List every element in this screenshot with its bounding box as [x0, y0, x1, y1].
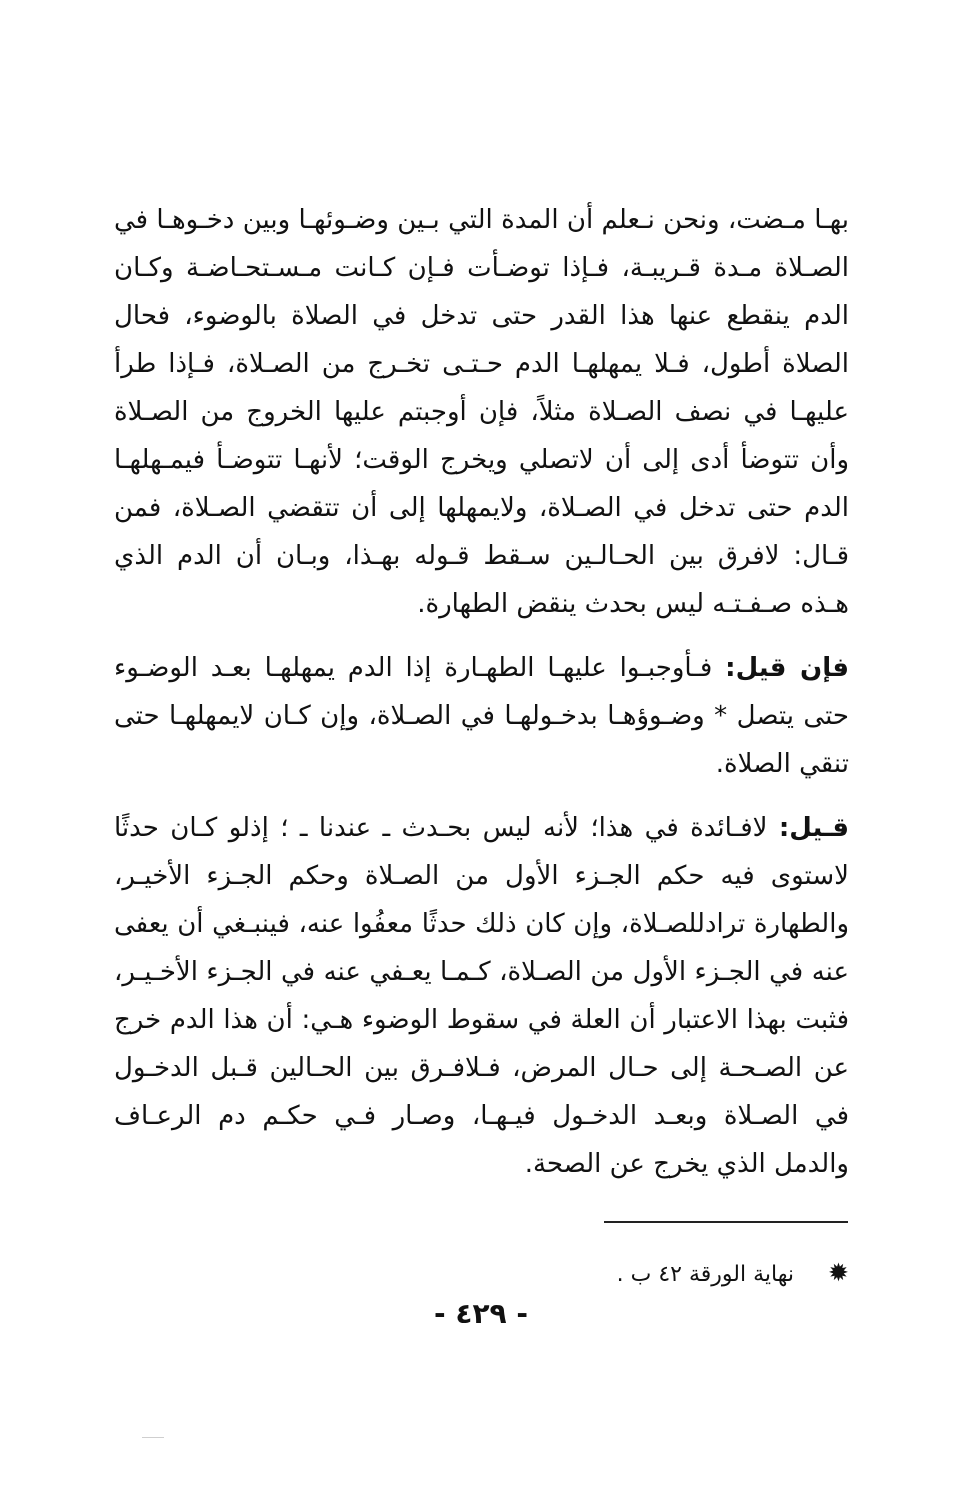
paragraph-3: [114, 804, 849, 1188]
paragraph-3-lead: قـيل:: [778, 813, 849, 843]
paragraph-2-lead: فإن قيل:: [725, 653, 849, 683]
footnote-marker: ✹: [828, 1258, 849, 1287]
paragraph-3-text: لافـائدة في هذا؛ لأنه ليس بحـدث ـ عندنا ـ ؛ إذلو كـان حدثًا لاستوى فيه حكم الجـزء الأول من الصـلاة وحكم الجـزء الأخيـر، والطهارة ترادللصـلاة، وإن كان ذلك حدثًا معفُوا عنه، فينبـغي أن يعفى عنه في الجـزء الأول من الصـلاة، كـمـا يعـفي عنه في الجـزء الأخـيـر، فثبت بهذا الاعتبار أن العلة في سقوط الوضوء هـي: أن هذا الدم خرج عن الصـحـة إلى حـال المرض، فـلافـرق بين الحـالين قـبل الدخـول في الصـلاة وبعـد الدخـول فيـهـا، وصـار فـي حكـم دم الرعـاف والدمل الذي يخرج عن الصحة.: [114, 813, 849, 1179]
paragraph-2: [114, 644, 849, 788]
paragraph-1: [114, 196, 849, 628]
scan-edge-mark: [142, 1437, 164, 1438]
footnote-divider: [604, 1221, 848, 1223]
footnote-text: نهاية الورقة ٤٢ ب .: [616, 1262, 794, 1287]
page-number: - ٤٢٩ -: [433, 1297, 529, 1330]
paragraph-2-text: فـأوجبـوا عليهـا الطهـارة إذا الدم يمهلهـا بعـد الوضـوء حتى يتصل * وضـوؤهـا بدخـولهـا في الصـلاة، وإن كـان لايمهلهـا حتى تنقي الصلاة.: [114, 653, 849, 779]
paragraph-1-text: بهـا مـضت، ونحن نـعلم أن المدة التي بـين وضـوئهـا وبين دخـوهـا في الصـلاة مـدة قـريبـة، فـإذا توضـأت فـإن كـانت مـسـتحـاضـة وكـان الدم ينقطع عنها هذا القدر حتى تدخل في الصلاة بالوضوء، فحال الصلاة أطول، فـلا يمهلهـا الدم حـتـى تخـرج من الصـلاة، فـإذا طرأ عليهـا في نصف الصـلاة مثلاً، فإن أوجبتم عليها الخروج من الصـلاة وأن تتوضأ أدى إلى أن لاتصلي ويخرج الوقت؛ لأنهـا تتوضـأ فيمـهلهـا الدم حتى تدخل في الصـلاة، ولايمهلها إلى أن تتقضي الصـلاة، فمن قـال: لافرق بين الحـالـين سـقط قـوله بهـذا، وبـان أن الدم الذي هـذه صـفـتـه ليس بحدث ينقض الطهارة.: [114, 205, 849, 619]
main-text: [114, 196, 849, 1188]
footnote: [114, 1259, 849, 1289]
